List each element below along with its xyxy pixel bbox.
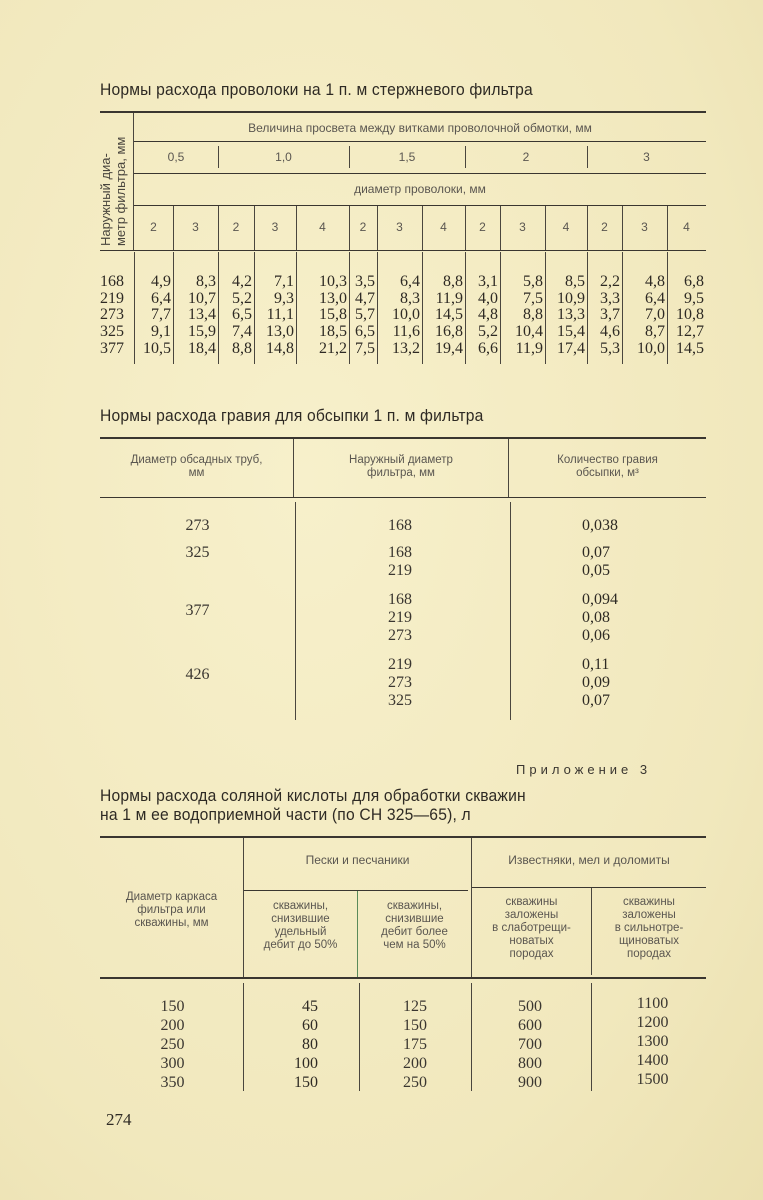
- header-line: заложены: [622, 909, 676, 921]
- acid-strong-fracture: 1500: [636, 1071, 669, 1088]
- data-cell: 15,4: [557, 323, 585, 341]
- table3-title-line1: Нормы расхода соляной кислоты для обработки скважин: [100, 786, 526, 805]
- table3-vdiv: [359, 983, 360, 1091]
- data-cell: 10,7: [188, 289, 216, 307]
- wire-divider: [218, 206, 219, 250]
- gap-header: 1,5: [398, 150, 416, 164]
- header-line: скважины: [623, 896, 675, 908]
- table2-vdiv: [295, 502, 296, 720]
- acid-sands-over50: 200: [403, 1055, 427, 1072]
- table3-rule: [244, 890, 468, 891]
- data-cell: 12,7: [676, 323, 704, 341]
- frame-diameter: 300: [160, 1055, 185, 1072]
- wire-divider: [622, 206, 623, 250]
- wire-diameter-header: 3: [396, 220, 403, 234]
- wire-diameter-header: 2: [232, 220, 240, 234]
- table1-rule-4: [134, 205, 706, 206]
- data-cell: 3,7: [600, 306, 620, 324]
- acid-sands-over50: 175: [403, 1036, 427, 1053]
- header-line: удельный: [274, 926, 327, 938]
- gravel-amount: 0,09: [582, 674, 610, 691]
- table1-row-header: [98, 137, 128, 246]
- table1-rule-5: [100, 250, 706, 251]
- header-line: дебит более: [381, 926, 448, 938]
- data-cell: 15,8: [319, 306, 347, 324]
- wire-divider: [545, 206, 546, 250]
- header-line: новатых: [509, 935, 554, 947]
- wire-diameter-header: 2: [479, 220, 486, 234]
- table2-vdiv: [508, 439, 509, 497]
- header-line: чем на 50%: [383, 939, 446, 951]
- wire-diameter-header: 4: [683, 220, 690, 234]
- wire-divider: [349, 206, 350, 250]
- data-cell: 6,6: [478, 339, 498, 357]
- header-line: мм: [188, 467, 205, 479]
- data-cell: 4,8: [478, 306, 498, 324]
- data-cell: 11,6: [392, 323, 420, 341]
- header-line: скважины: [505, 896, 558, 908]
- data-cell: 8,8: [232, 339, 252, 357]
- data-cell: 7,7: [151, 306, 171, 324]
- header-line: Количество гравия: [557, 454, 658, 466]
- table2-header-gravel: [509, 454, 706, 480]
- data-cell: 6,5: [232, 306, 252, 324]
- table2-header-filter: [294, 454, 508, 480]
- subheader-sub4: [592, 896, 706, 961]
- data-cell: 3,5: [355, 273, 375, 290]
- gap-header: 1,0: [275, 150, 292, 164]
- gravel-amount: 0,08: [582, 609, 610, 626]
- data-cell: 6,4: [400, 273, 420, 290]
- data-cell: 6,4: [151, 289, 171, 307]
- data-cell: 4,9: [151, 273, 171, 290]
- data-cell: 6,8: [684, 273, 704, 290]
- data-cell: 4,2: [232, 273, 252, 290]
- gap-divider: [587, 146, 588, 168]
- frame-diameter: 150: [160, 998, 185, 1015]
- header-line: в сильнотре-: [614, 922, 684, 934]
- data-cell: 14,5: [676, 339, 704, 357]
- table2-vdiv: [510, 502, 511, 720]
- table3-group-limestones: Известняки, мел и доломиты: [508, 853, 670, 867]
- data-cell: 4,0: [478, 289, 498, 307]
- data-cell: 6,4: [645, 289, 665, 307]
- header-line: фильтра или: [137, 904, 206, 916]
- data-cell: 14,8: [266, 339, 294, 357]
- data-cell: 2,2: [600, 273, 620, 290]
- table2-header-casing: [100, 454, 293, 480]
- data-cell: 21,2: [319, 339, 347, 357]
- acid-sands-50: 150: [294, 1074, 318, 1091]
- header-line: щиноватых: [618, 935, 680, 947]
- data-cell: 8,3: [196, 273, 216, 290]
- acid-strong-fracture: 1100: [636, 995, 669, 1012]
- wire-divider: [173, 206, 174, 250]
- data-cell: 13,0: [319, 289, 347, 307]
- casing-diameter: 426: [185, 666, 210, 683]
- data-cell: 16,8: [435, 323, 463, 341]
- data-cell: 7,5: [523, 289, 543, 307]
- data-cell: 5,3: [600, 339, 620, 357]
- header-line: Диаметр обсадных труб,: [130, 454, 263, 466]
- wire-divider: [465, 206, 466, 250]
- table3-group-sands: Пески и песчаники: [305, 853, 410, 867]
- frame-diameter: 250: [160, 1036, 185, 1053]
- gravel-amount: 0,038: [582, 517, 618, 534]
- gravel-amount: 0,07: [582, 692, 610, 709]
- wire-diameter-header: 3: [271, 220, 279, 234]
- data-cell: 4,6: [600, 323, 620, 341]
- row-diameter: 219: [100, 289, 124, 307]
- data-cell: 10,8: [676, 306, 704, 324]
- wire-diameter-header: 4: [319, 220, 326, 234]
- acid-strong-fracture: 1300: [636, 1033, 669, 1050]
- row-diameter: 273: [100, 306, 124, 324]
- header-line: породах: [509, 948, 554, 960]
- data-cell: 5,2: [478, 323, 498, 341]
- wire-diameter-header: 2: [150, 220, 157, 234]
- data-cell: 8,8: [523, 306, 543, 324]
- data-cell: 4,7: [355, 289, 375, 307]
- header-line: заложены: [504, 909, 559, 921]
- filter-diameter: 168: [388, 544, 412, 561]
- data-cell: 13,3: [557, 306, 585, 324]
- table2-top-rule: [100, 437, 706, 439]
- data-cell: 7,0: [645, 306, 665, 324]
- gap-divider: [349, 146, 350, 168]
- casing-diameter: 273: [185, 517, 210, 534]
- table3-vdiv: [243, 983, 244, 1091]
- header-line: скважины, мм: [134, 917, 209, 929]
- data-cell: 18,5: [319, 323, 347, 341]
- table3-vdiv: [591, 983, 592, 1091]
- table3-rule: [472, 887, 706, 888]
- gravel-amount: 0,11: [582, 656, 610, 673]
- table2-header-rule: [100, 497, 706, 498]
- header-line: Наружный диаметр: [349, 454, 453, 466]
- page-number: 274: [106, 1110, 132, 1129]
- table3-top-rule: [100, 836, 706, 838]
- data-cell: 10,9: [557, 289, 585, 307]
- data-cell: 8,3: [400, 289, 420, 307]
- row-diameter: 168: [100, 273, 124, 290]
- data-cell: 7,5: [355, 339, 375, 357]
- acid-sands-over50: 250: [403, 1074, 427, 1091]
- data-cell: 9,5: [684, 289, 704, 307]
- data-cell: 13,0: [266, 323, 294, 341]
- casing-diameter: 325: [185, 544, 210, 561]
- wire-divider: [296, 206, 297, 250]
- header-line: породах: [626, 948, 672, 960]
- table1-top-rule: [100, 111, 706, 113]
- wire-diameter-header: 3: [641, 220, 648, 234]
- filter-diameter: 219: [388, 562, 412, 579]
- data-cell: 9,3: [274, 289, 294, 307]
- data-cell: 14,5: [435, 306, 463, 324]
- header-line: скважины,: [386, 900, 443, 912]
- header-line: скважины,: [272, 900, 329, 912]
- data-cell: 11,9: [515, 339, 543, 357]
- filter-diameter: 273: [388, 627, 412, 644]
- acid-weak-fracture: 600: [518, 1017, 542, 1034]
- data-cell: 8,8: [443, 273, 463, 290]
- table1-group-header: Величина просвета между витками проволочной обмотки, мм: [248, 121, 592, 135]
- casing-diameter: 377: [185, 602, 210, 619]
- acid-sands-50: 60: [302, 1017, 318, 1034]
- acid-strong-fracture: 1400: [636, 1052, 669, 1069]
- filter-diameter: 219: [388, 656, 412, 673]
- data-cell: 7,4: [232, 323, 252, 341]
- table2-vdiv: [293, 439, 294, 497]
- table3-header-rule: [100, 977, 706, 979]
- acid-weak-fracture: 900: [518, 1074, 542, 1091]
- data-cell: 8,5: [565, 273, 585, 290]
- subheader-sub1: [244, 900, 357, 952]
- data-cell: 10,3: [319, 273, 347, 290]
- data-cell: 19,4: [435, 339, 463, 357]
- data-cell: 17,4: [557, 339, 585, 357]
- header-line: Диаметр каркаса: [125, 891, 218, 903]
- frame-diameter: 350: [160, 1074, 185, 1091]
- data-cell: 4,8: [645, 273, 665, 290]
- table1-title: Нормы расхода проволоки на 1 п. м стержневого фильтра: [100, 80, 533, 99]
- frame-diameter: 200: [160, 1017, 185, 1034]
- acid-sands-50: 100: [294, 1055, 318, 1072]
- data-cell: 18,4: [188, 339, 216, 357]
- table1-subheader: диаметр проволоки, мм: [354, 182, 486, 196]
- data-cell: 6,5: [355, 323, 375, 341]
- acid-sands-over50: 150: [403, 1017, 427, 1034]
- wire-diameter-header: 3: [192, 220, 199, 234]
- data-cell: 5,7: [355, 306, 375, 324]
- wire-diameter-header: 4: [562, 220, 570, 234]
- table1-rule-3: [134, 173, 706, 174]
- data-cell: 10,4: [515, 323, 543, 341]
- filter-diameter: 168: [388, 591, 412, 608]
- filter-diameter: 325: [388, 692, 412, 709]
- wire-divider: [667, 206, 668, 250]
- data-cell: 13,4: [188, 306, 216, 324]
- wire-divider: [500, 206, 501, 250]
- subheader-sub3: [472, 896, 591, 961]
- data-cell: 7,1: [274, 273, 294, 290]
- table3-header-diameter: [100, 891, 243, 930]
- gap-header: 0,5: [167, 150, 185, 164]
- wire-diameter-header: 2: [601, 220, 608, 234]
- data-cell: 10,0: [392, 306, 420, 324]
- wire-diameter-header: 3: [519, 220, 526, 234]
- row-header-line2: метр фильтра, мм: [113, 136, 128, 246]
- table2-title: Нормы расхода гравия для обсыпки 1 п. м фильтра: [100, 406, 484, 425]
- data-cell: 11,9: [435, 289, 463, 307]
- gap-divider: [465, 146, 466, 168]
- header-line: в слаботрещи-: [492, 922, 571, 934]
- wire-divider: [422, 206, 423, 250]
- header-line: снизившие: [271, 913, 330, 925]
- filter-diameter: 168: [388, 517, 412, 534]
- data-cell: 3,1: [478, 273, 498, 290]
- acid-weak-fracture: 500: [518, 998, 542, 1015]
- table3-vdiv: [471, 983, 472, 1091]
- acid-strong-fracture: 1200: [636, 1014, 669, 1031]
- gap-divider: [218, 146, 219, 168]
- gravel-amount: 0,094: [582, 591, 618, 608]
- row-header-line1: Наружный диа-: [98, 153, 113, 246]
- data-cell: 15,9: [188, 323, 216, 341]
- header-line: фильтра, мм: [367, 467, 435, 479]
- data-cell: 8,7: [645, 323, 665, 341]
- gravel-amount: 0,05: [582, 562, 610, 579]
- data-cell: 3,3: [600, 289, 620, 307]
- acid-sands-50: 45: [302, 998, 318, 1015]
- filter-diameter: 273: [388, 674, 412, 691]
- gap-header: 2: [522, 150, 530, 164]
- data-cell: 10,5: [143, 339, 171, 357]
- wire-divider: [587, 206, 588, 250]
- data-cell: 10,0: [637, 339, 665, 357]
- data-cell: 13,2: [392, 339, 420, 357]
- acid-weak-fracture: 700: [518, 1036, 542, 1053]
- table1-rule-2: [134, 141, 706, 142]
- acid-sands-50: 80: [302, 1036, 318, 1053]
- header-line: обсыпки, м³: [576, 467, 639, 479]
- wire-diameter-header: 2: [359, 220, 367, 234]
- appendix-label: Приложение 3: [516, 762, 652, 777]
- data-cell: 5,2: [232, 289, 252, 307]
- table3-title-line2: на 1 м ее водоприемной части (по СН 325—65), л: [100, 805, 471, 824]
- gravel-amount: 0,07: [582, 544, 610, 561]
- acid-weak-fracture: 800: [518, 1055, 542, 1072]
- wire-divider: [254, 206, 255, 250]
- data-cell: 11,1: [266, 306, 294, 324]
- row-diameter: 377: [100, 339, 124, 357]
- acid-sands-over50: 125: [403, 998, 427, 1015]
- wire-diameter-header: 4: [440, 220, 447, 234]
- data-cell: 5,8: [523, 273, 543, 290]
- subheader-sub2: [358, 900, 471, 952]
- header-line: снизившие: [385, 913, 444, 925]
- gap-header: 3: [643, 150, 650, 164]
- gravel-amount: 0,06: [582, 627, 610, 644]
- wire-divider: [377, 206, 378, 250]
- row-diameter: 325: [100, 323, 124, 341]
- header-line: дебит до 50%: [263, 939, 338, 951]
- data-cell: 9,1: [151, 323, 171, 341]
- filter-diameter: 219: [388, 609, 412, 626]
